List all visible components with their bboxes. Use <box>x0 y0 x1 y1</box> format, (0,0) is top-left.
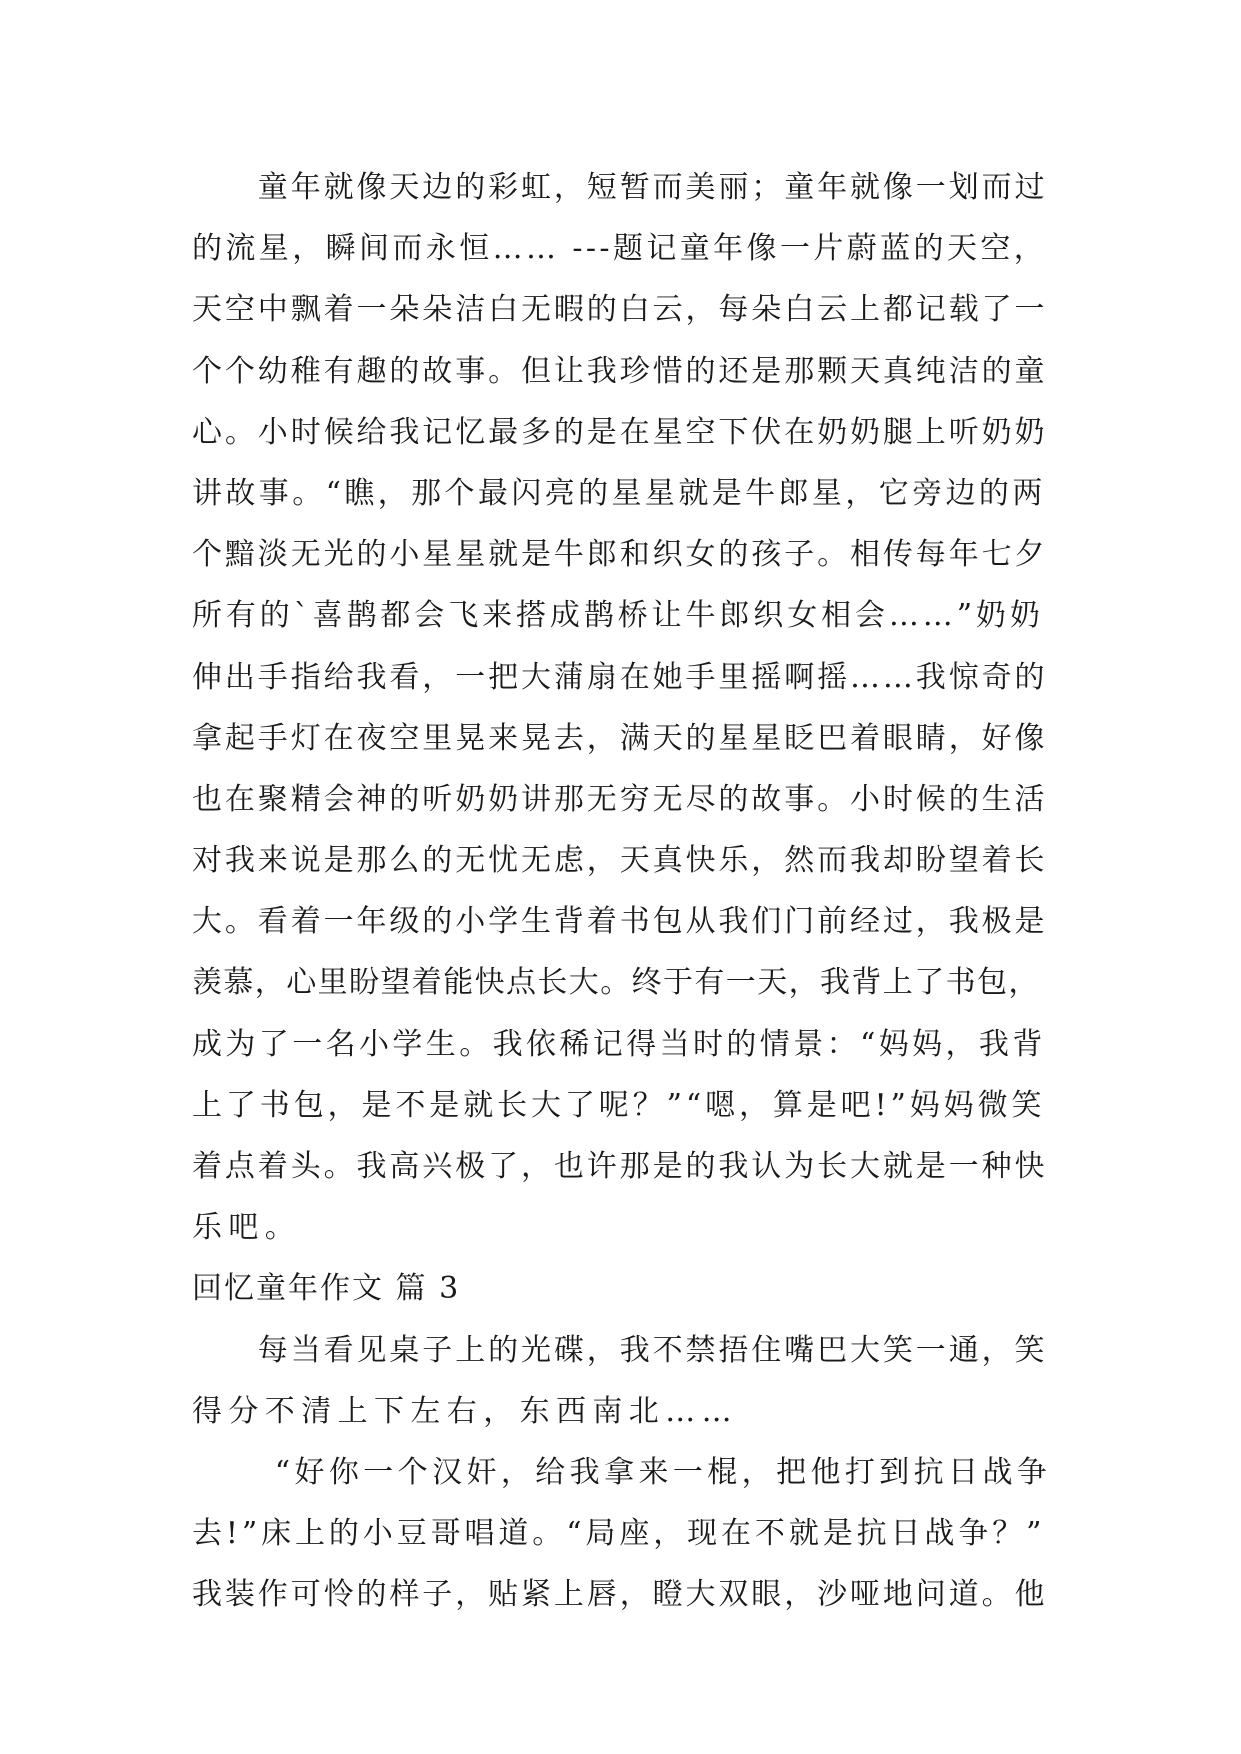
text-line: 对我来说是那么的无忧无虑，天真快乐，然而我却盼望着长 <box>192 843 1048 879</box>
text-line: 所有的`喜鹊都会飞来搭成鹊桥让牛郎织女相会……”奶奶 <box>192 598 1044 634</box>
document-body <box>192 157 1052 1626</box>
text-line: 乐吧。 <box>192 1210 302 1246</box>
text-line: 个黯淡无光的小星星就是牛郎和织女的孩子。相传每年七夕 <box>192 537 1048 573</box>
text-line: 我装作可怜的样子，贴紧上唇，瞪大双眼，沙哑地问道。他 <box>192 1577 1048 1613</box>
text-line: 讲故事。“瞧，那个最闪亮的星星就是牛郎星，它旁边的两 <box>192 475 1046 511</box>
section-heading: 回忆童年作文 篇 3 <box>192 1271 461 1307</box>
text-line: “好你一个汉奸，给我拿来一棍，把他打到抗日战争 <box>192 1454 1052 1490</box>
text-line: 成为了一名小学生。我依稀记得当时的情景：“妈妈，我背 <box>192 1026 1046 1062</box>
text-line: 每当看见桌子上的光碟，我不禁捂住嘴巴大笑一通，笑 <box>192 1332 1048 1368</box>
text-line: 得分不清上下左右，东西南北…… <box>192 1393 738 1429</box>
text-line: 羡慕，心里盼望着能快点长大。终于有一天，我背上了书包， <box>192 965 1040 1001</box>
text-line: 大。看着一年级的小学生背着书包从我们门前经过，我极是 <box>192 904 1048 940</box>
text-line: 个个幼稚有趣的故事。但让我珍惜的还是那颗天真纯洁的童 <box>192 353 1048 389</box>
text-line: 也在聚精会神的听奶奶讲那无穷无尽的故事。小时候的生活 <box>192 781 1048 817</box>
text-line: 的流星，瞬间而永恒…… ---题记童年像一片蔚蓝的天空， <box>192 231 1048 267</box>
text-line: 上了书包，是不是就长大了呢？”“嗯，算是吧!”妈妈微笑 <box>192 1087 1046 1123</box>
text-line: 心。小时候给我记忆最多的是在星空下伏在奶奶腿上听奶奶 <box>192 414 1048 450</box>
text-line: 拿起手灯在夜空里晃来晃去，满天的星星眨巴着眼睛，好像 <box>192 720 1048 756</box>
text-line: 天空中飘着一朵朵洁白无暇的白云，每朵白云上都记载了一 <box>192 292 1048 328</box>
text-line: 去!”床上的小豆哥唱道。“局座，现在不就是抗日战争？” <box>192 1516 1046 1552</box>
text-line: 着点着头。我高兴极了，也许那是的我认为长大就是一种快 <box>192 1149 1048 1184</box>
text-line: 童年就像天边的彩虹，短暂而美丽；童年就像一划而过 <box>192 170 1048 205</box>
text-line: 伸出手指给我看，一把大蒲扇在她手里摇啊摇……我惊奇的 <box>192 659 1048 695</box>
